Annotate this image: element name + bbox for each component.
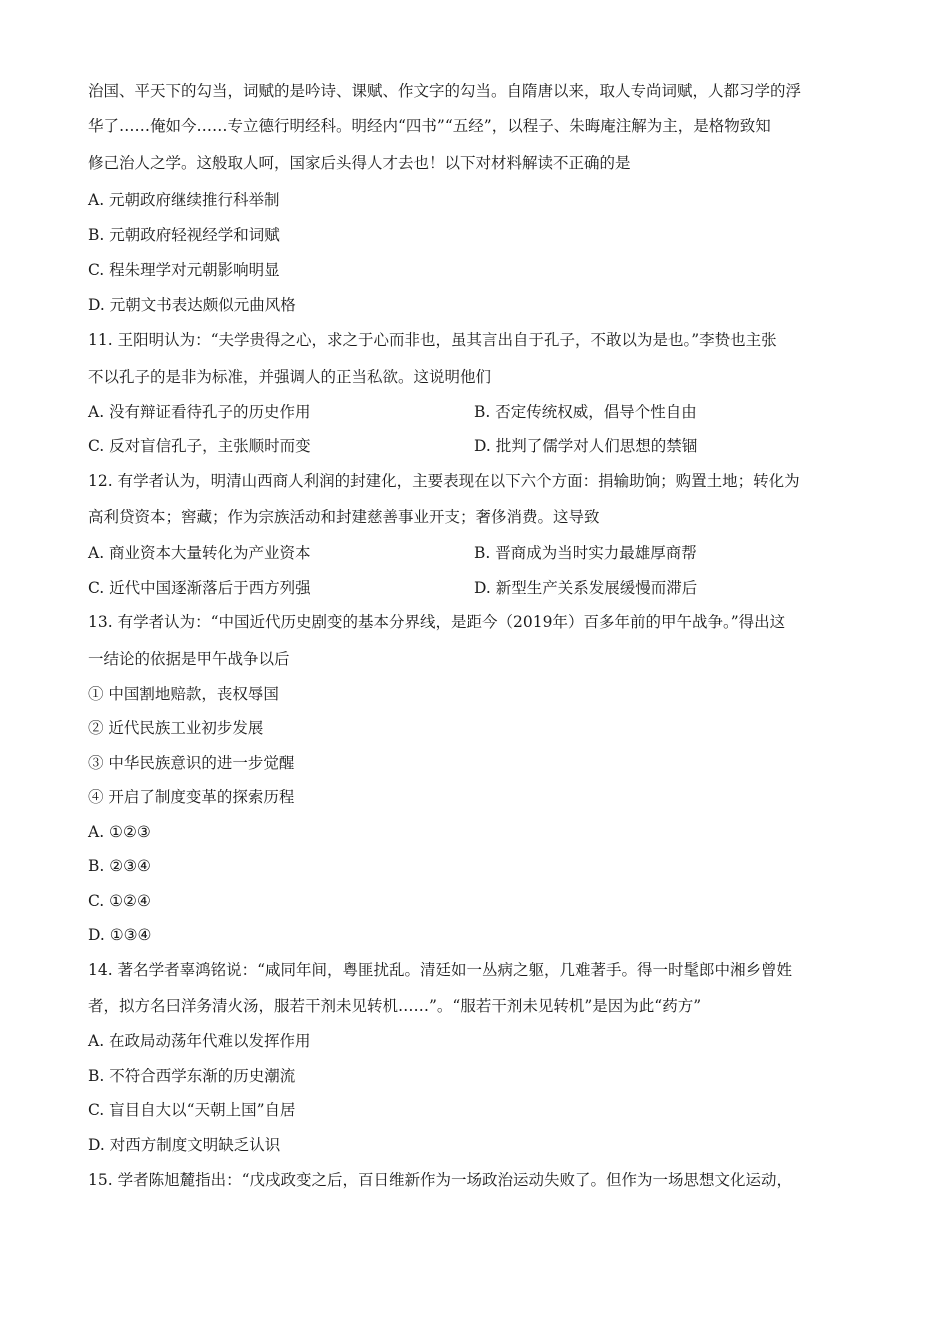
q15-stem-line: 15. 学者陈旭麓指出：“戊戌政变之后，百日维新作为一场政治运动失败了。但作为一场思想文化运动， — [88, 1171, 793, 1189]
q10-stem-line: 华了……俺如今……专立德行明经科。明经内“四书”“五经”，以程子、朱晦庵注解为主，是格物致知 — [88, 117, 771, 135]
q10-stem-line: 治国、平天下的勾当，词赋的是吟诗、课赋、作文字的勾当。自隋唐以来，取人专尚词赋，人都习学的浮 — [88, 82, 802, 100]
q14-option-c: C. 盲目自大以“天朝上国”自居 — [88, 1101, 296, 1119]
q11-stem-line: 11. 王阳明认为：“夫学贵得之心，求之于心而非也，虽其言出自于孔子，不敢以为是也。”李贽也主张 — [88, 331, 777, 349]
q13-item-4: ④ 开启了制度变革的探索历程 — [88, 788, 295, 806]
q13-item-3: ③ 中华民族意识的进一步觉醒 — [88, 754, 295, 772]
q13-item-2: ② 近代民族工业初步发展 — [88, 719, 264, 737]
q13-option-b: B. ②③④ — [88, 857, 151, 875]
q10-option-c: C. 程朱理学对元朝影响明显 — [88, 261, 280, 279]
q12-stem-line: 12. 有学者认为，明清山西商人利润的封建化，主要表现在以下六个方面：捐输助饷；购置土地；转化为 — [88, 472, 800, 490]
q13-stem-line: 一结论的依据是甲午战争以后 — [88, 650, 290, 668]
q11-option-a: A. 没有辩证看待孔子的历史作用 — [88, 403, 311, 421]
q12-option-a: A. 商业资本大量转化为产业资本 — [88, 544, 311, 562]
q10-option-a: A. 元朝政府继续推行科举制 — [88, 191, 280, 209]
q14-option-d: D. 对西方制度文明缺乏认识 — [88, 1136, 281, 1154]
q12-stem-line: 高利贷资本；窖藏；作为宗族活动和封建慈善事业开支；奢侈消费。这导致 — [88, 508, 600, 526]
q12-option-c: C. 近代中国逐渐落后于西方列强 — [88, 579, 311, 597]
q12-option-d: D. 新型生产关系发展缓慢而滞后 — [474, 579, 698, 597]
q14-stem-line: 者，拟方名曰洋务清火汤，服若干剂未见转机……”。“服若干剂未见转机”是因为此“药方” — [88, 997, 702, 1015]
q10-option-b: B. 元朝政府轻视经学和词赋 — [88, 226, 280, 244]
q10-stem-line: 修己治人之学。这般取人呵，国家后头得人才去也！以下对材料解读不正确的是 — [88, 154, 631, 172]
q11-option-c: C. 反对盲信孔子，主张顺时而变 — [88, 437, 311, 455]
q11-option-b: B. 否定传统权威，倡导个性自由 — [474, 403, 697, 421]
q14-option-b: B. 不符合西学东渐的历史潮流 — [88, 1067, 296, 1085]
q13-option-c: C. ①②④ — [88, 892, 151, 910]
q13-option-d: D. ①③④ — [88, 926, 152, 944]
q11-stem-line: 不以孔子的是非为标准，并强调人的正当私欲。这说明他们 — [88, 368, 492, 386]
q11-option-d: D. 批判了儒学对人们思想的禁锢 — [474, 437, 698, 455]
q13-stem-line: 13. 有学者认为：“中国近代历史剧变的基本分界线，是距今（2019年）百多年前的甲午战争。”得出这 — [88, 613, 786, 631]
q14-stem-line: 14. 著名学者辜鸿铭说：“咸同年间，粤匪扰乱。清廷如一丛病之躯，几难著手。得一时髦郎中湘乡曾姓 — [88, 961, 793, 979]
q12-option-b: B. 晋商成为当时实力最雄厚商帮 — [474, 544, 697, 562]
q13-option-a: A. ①②③ — [88, 823, 151, 841]
q10-option-d: D. 元朝文书表达颇似元曲风格 — [88, 296, 296, 314]
q14-option-a: A. 在政局动荡年代难以发挥作用 — [88, 1032, 311, 1050]
q13-item-1: ① 中国割地赔款，丧权辱国 — [88, 685, 279, 703]
